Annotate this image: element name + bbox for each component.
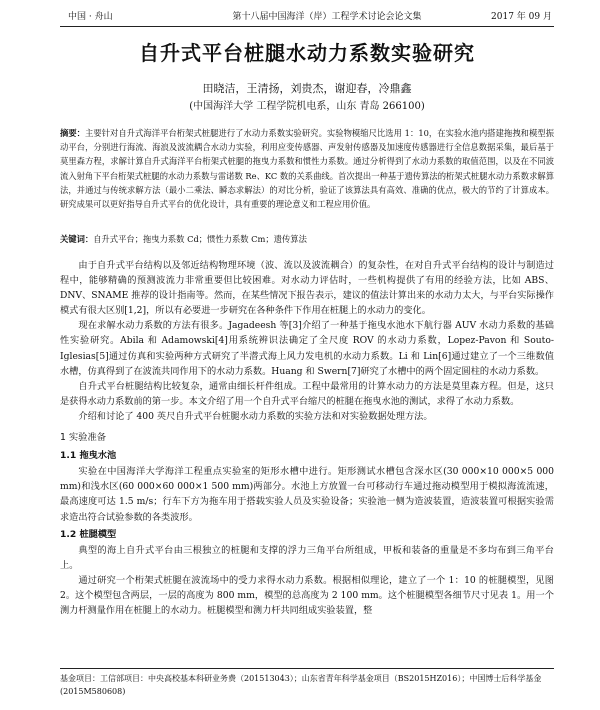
paper-title: 自升式平台桩腿水动力系数实验研究 [139, 41, 475, 65]
subsection-heading-1-1: 1.1 拖曳水池 [60, 450, 117, 462]
intro-paragraph-4: 介绍和讨论了 400 英尺自升式平台桩腿水动力系数的实验方法和对实验数据处理方法。 [78, 410, 433, 422]
intro-paragraph-1: 由于自升式平台结构以及邻近结构物理环境（波、流以及波流耦合）的复杂性，在对自升式平台结构的设计与制造过程中，能够精确的预测波流力非常重要但比较困难。对水动力评估时，一些机构提供了有用的经验方法，比如 ABS、DNV、SNAME 推荐的设计指南等。然而，在某些情况下报告表示，建议的值法计算出来的水动力太大，与平台实际操作模式有很大区别[1,2]，所以有必要进一步研究在各种条件下作用在桩腿上的水动力的变化。 [60, 260, 554, 317]
towing-tank-paragraph: 实验在中国海洋大学海洋工程重点实验室的矩形水槽中进行。矩形测试水槽包含深水区(30 000×10 000×5 000 mm)和浅水区(60 000×60 000×1 500 mm)两部分。水池上方放置一台可移动行车通过拖动模型用于模拟海流流速，最高速度可达 1.5 m/s；行车下方为拖车用于搭载实验人员及实验设备；实验池一侧为造波装置，造波装置可根据实验需求造出符合试验参数的各类波形。 [60, 466, 554, 523]
affiliation: (中国海洋大学 工程学院机电系，山东 青岛 266100) [189, 101, 425, 112]
abstract-text: 主要针对自升式海洋平台桁架式桩腿进行了水动力系数实验研究。实验物模缩尺比选用 1：10，在实验水池内搭建拖拽和模型振动平台，分别进行海流、海浪及波流耦合水动力实验，利用应变传感器、声发射传感器及加速度传感器进行全信息数据采集，最后基于莫里森方程，求解计算自升式海洋平台桁架式桩腿的拖曳力系数和惯性力系数。通过分析得到了水动力系数的取值范围，以及在不同波流入射角下平台桁架式桩腿的水动力系数与雷诺数 Re、KC 数的关系曲线。首次提出一种基于遗传算法的桁架式桩腿水动力系数求解算法，并通过与传统求解方法（最小二乘法、瞬态求解法）的对比分析，验证了该算法具有高效、准确的优点，极大的节约了计算成本。研究成果可以更好指导自升式平台的优化设计，具有重要的理论意义和工程应用价值。 [60, 128, 554, 210]
intro-paragraph-3: 自升式平台桩腿结构比较复杂，通常由细长杆件组成。工程中最常用的计算水动力的方法是莫里森方程。但是，这只是获得水动力系数前的第一步。本文介绍了用一个自升式平台缩尺的桩腿在拖曳水池的测试，求得了水动力系数。 [60, 380, 554, 407]
leg-model-paragraph-2: 通过研究一个桁架式桩腿在波流场中的受力求得水动力系数。根据相似理论，建立了一个 1：10 的桩腿模型，见图 2。这个模型包含两层，一层的高度为 800 mm，模型的总高度为 2 100 mm。这个桩腿模型各细节尺寸见表 1。用一个测力杆测量作用在桩腿上的水动力。桩腿模型和测力杆共同组成实验装置，整 [60, 574, 554, 617]
header-location: 中国 · 舟山 [68, 12, 113, 22]
subsection-heading-1-2: 1.2 桩腿模型 [60, 528, 117, 540]
body-text [60, 258, 554, 618]
intro-paragraph-2: 现在求解水动力系数的方法有很多。Jagadeesh 等[3]介绍了一种基于拖曳水池水下航行器 AUV 水动力系数的基础性实验研究。Abila 和 Adamowski[4]用系统辨识法确定了全尺度 ROV 的水动力系数，Lopez-Pavon 和 Souto-Iglesias[5]通过仿真和实验两种方式研究了半潜式海上风力发电机的水动力系数。Li 和 Lin[6]通过建立了一个三维数值水槽，仿真得到了在波流共同作用下的水动力系数。Huang 和 Swern[7]研究了水槽中的两个固定圆柱的水动力系数。 [60, 320, 554, 377]
header-proceedings: 第十八届中国海洋（岸）工程学术讨论会论文集 [232, 12, 422, 22]
keywords-text: 自升式平台；拖曳力系数 Cd；惯性力系数 Cm；遗传算法 [93, 234, 307, 244]
running-header [60, 10, 554, 27]
section-heading-1: 1 实验准备 [60, 432, 107, 444]
keywords-label: 关键词： [60, 234, 94, 244]
leg-model-paragraph-1: 典型的海上自升式平台由三根独立的桩腿和支撑的浮力三角平台所组成，甲板和装备的重量是不多均布到三角平台上。 [60, 544, 554, 571]
keywords [60, 232, 554, 246]
abstract-label: 摘要： [60, 128, 86, 138]
abstract [60, 126, 554, 211]
header-date: 2017 年 09 月 [491, 12, 552, 22]
funding-footnote: 基金项目：工信部项目：中央高校基本科研业务费（201513043）；山东省青年科学基金项目（BS2015HZ016）；中国博士后科学基金(2015M580608) [60, 668, 554, 698]
authors: 田晓洁，王清扬，刘贵杰，谢迎春，冷鼎鑫 [202, 82, 412, 95]
